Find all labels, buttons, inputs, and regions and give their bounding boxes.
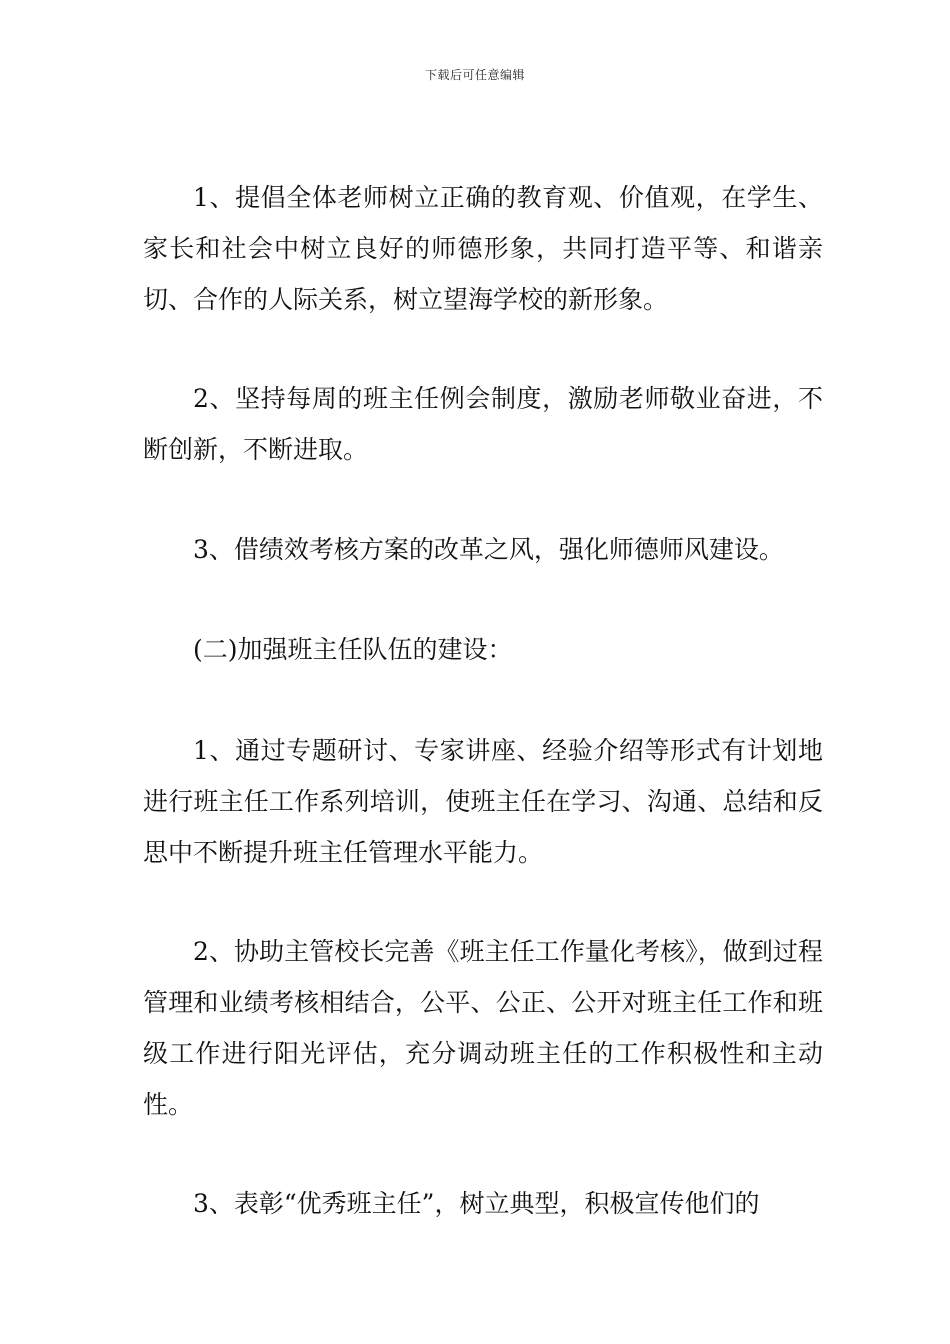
page-header: 下载后可任意编辑 (424, 68, 525, 82)
section-heading: (二)加强班主任队伍的建设： (193, 635, 513, 664)
paragraph-4: 1、通过专题研讨、专家讲座、经验介绍等形式有计划地进行班主任工作系列培训，使班主任在学习、沟通、总结和反思中不断提升班主任管理水平能力。 (143, 736, 823, 867)
paragraph-6: 3、表彰“优秀班主任”，树立典型，积极宣传他们的 (193, 1189, 760, 1218)
paragraph-5: 2、协助主管校长完善《班主任工作量化考核》，做到过程管理和业绩考核相结合，公平、公正、公开对班主任工作和班级工作进行阳光评估，充分调动班主任的工作积极性和主动性。 (143, 937, 823, 1119)
paragraph-1: 1、提倡全体老师树立正确的教育观、价值观，在学生、家长和社会中树立良好的师德形象，共同打造平等、和谐亲切、合作的人际关系，树立望海学校的新形象。 (143, 183, 823, 314)
paragraph-3: 3、借绩效考核方案的改革之风，强化师德师风建设。 (193, 535, 784, 564)
paragraph-2: 2、坚持每周的班主任例会制度，激励老师敬业奋进，不断创新，不断进取。 (143, 384, 823, 464)
